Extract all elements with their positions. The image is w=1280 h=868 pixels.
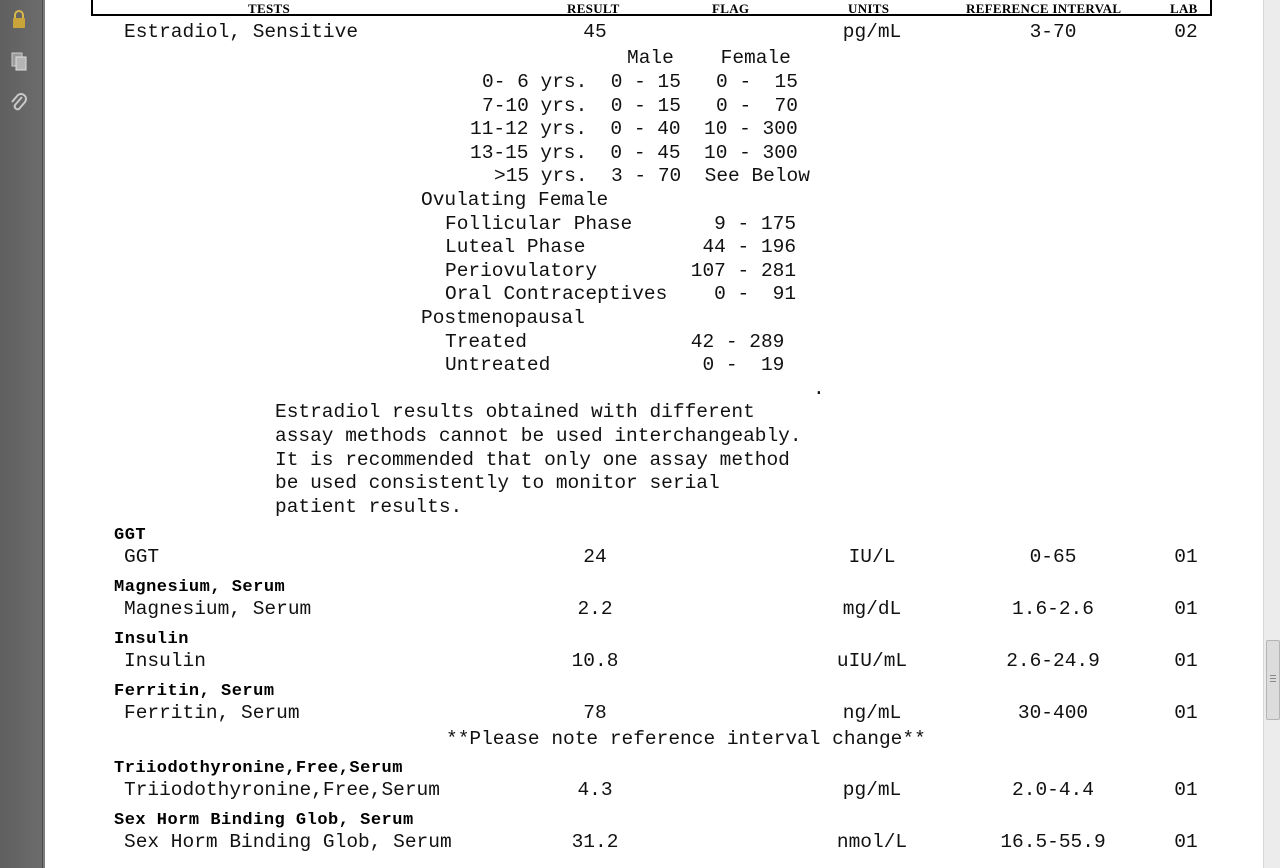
test-result: 31.2 — [571, 831, 619, 853]
test-units: uIU/mL — [836, 650, 908, 672]
test-name: Ferritin, Serum — [124, 702, 300, 724]
phase-row: Oral Contraceptives 0 - 91 — [445, 283, 797, 305]
test-result: 10.8 — [571, 650, 619, 672]
test-result: 78 — [583, 702, 607, 724]
group-heading: Insulin — [114, 630, 189, 649]
age-row: 0- 6 yrs. 0 - 15 0 - 15 — [482, 71, 798, 93]
test-lab: 01 — [1174, 650, 1198, 672]
note-line: It is recommended that only one assay method — [275, 449, 790, 471]
test-units: pg/mL — [842, 779, 902, 801]
lab-estradiol: 02 — [1174, 21, 1198, 43]
test-ref: 2.0-4.4 — [1012, 779, 1094, 801]
header-flag: FLAG — [712, 1, 750, 16]
test-units: ng/mL — [842, 702, 902, 724]
viewer-sidebar — [0, 0, 43, 868]
age-row: 11-12 yrs. 0 - 40 10 - 300 — [470, 118, 798, 140]
pages-icon[interactable] — [8, 50, 30, 72]
test-units: nmol/L — [836, 831, 908, 853]
test-ref: 16.5-55.9 — [1000, 831, 1106, 853]
group-heading: Ferritin, Serum — [114, 682, 275, 701]
reference-change-note: **Please note reference interval change** — [446, 728, 926, 750]
test-ref: 0-65 — [1029, 546, 1077, 568]
test-units: IU/L — [848, 546, 896, 568]
grip-line — [1270, 681, 1276, 682]
age-row: 7-10 yrs. 0 - 15 0 - 70 — [482, 95, 798, 117]
phase-row: Follicular Phase 9 - 175 — [445, 213, 797, 235]
document-page — [45, 0, 1263, 868]
test-units: mg/dL — [842, 598, 902, 620]
age-row: >15 yrs. 3 - 70 See Below — [494, 165, 810, 187]
test-ref: 30-400 — [1017, 702, 1089, 724]
test-ref: 2.6-24.9 — [1006, 650, 1100, 672]
test-lab: 01 — [1174, 598, 1198, 620]
test-name: GGT — [124, 546, 160, 568]
group-heading: Triiodothyronine,Free,Serum — [114, 759, 403, 778]
group-heading: GGT — [114, 526, 147, 545]
test-ref: 1.6-2.6 — [1012, 598, 1094, 620]
note-line: Estradiol results obtained with different — [275, 401, 755, 423]
header-tests: TESTS — [248, 1, 290, 16]
grip-line — [1270, 678, 1276, 679]
vertical-scrollbar[interactable] — [1263, 0, 1280, 868]
column-header-box — [91, 0, 1212, 16]
phase-row: Periovulatory 107 - 281 — [445, 260, 797, 282]
scrollbar-thumb[interactable] — [1266, 640, 1280, 720]
note-line: assay methods cannot be used interchangeably. — [275, 425, 802, 447]
test-name: Triiodothyronine,Free,Serum — [124, 779, 440, 801]
header-lab: LAB — [1170, 1, 1198, 16]
test-name: Insulin — [124, 650, 206, 672]
phase-row: Luteal Phase 44 - 196 — [445, 236, 797, 258]
header-result: RESULT — [567, 1, 620, 16]
test-name: Sex Horm Binding Glob, Serum — [124, 831, 452, 853]
header-reference-interval: REFERENCE INTERVAL — [966, 1, 1122, 16]
test-lab: 01 — [1174, 546, 1198, 568]
paperclip-icon[interactable] — [8, 92, 30, 114]
test-result: 24 — [583, 546, 607, 568]
lock-icon[interactable] — [8, 8, 30, 30]
age-row: 13-15 yrs. 0 - 45 10 - 300 — [470, 142, 798, 164]
dot-mark: . — [813, 378, 825, 400]
group-heading: Sex Horm Binding Glob, Serum — [114, 811, 414, 830]
units-estradiol: pg/mL — [842, 21, 902, 43]
postmeno-row: Treated 42 - 289 — [445, 331, 785, 353]
test-lab: 01 — [1174, 831, 1198, 853]
ref-estradiol: 3-70 — [1029, 21, 1077, 43]
test-result: 4.3 — [577, 779, 613, 801]
test-name: Magnesium, Serum — [124, 598, 312, 620]
group-heading: Magnesium, Serum — [114, 578, 286, 597]
note-line: be used consistently to monitor serial — [275, 472, 720, 494]
test-lab: 01 — [1174, 702, 1198, 724]
result-estradiol: 45 — [583, 21, 607, 43]
age-table-header: Male Female — [627, 47, 791, 69]
test-result: 2.2 — [577, 598, 613, 620]
header-units: UNITS — [848, 1, 890, 16]
postmeno-row: Untreated 0 - 19 — [445, 354, 785, 376]
grip-line — [1270, 675, 1276, 676]
test-lab: 01 — [1174, 779, 1198, 801]
postmenopausal-label: Postmenopausal — [421, 307, 585, 329]
test-name-estradiol: Estradiol, Sensitive — [124, 21, 359, 43]
note-line: patient results. — [275, 496, 463, 518]
ovulating-female-label: Ovulating Female — [421, 189, 609, 211]
